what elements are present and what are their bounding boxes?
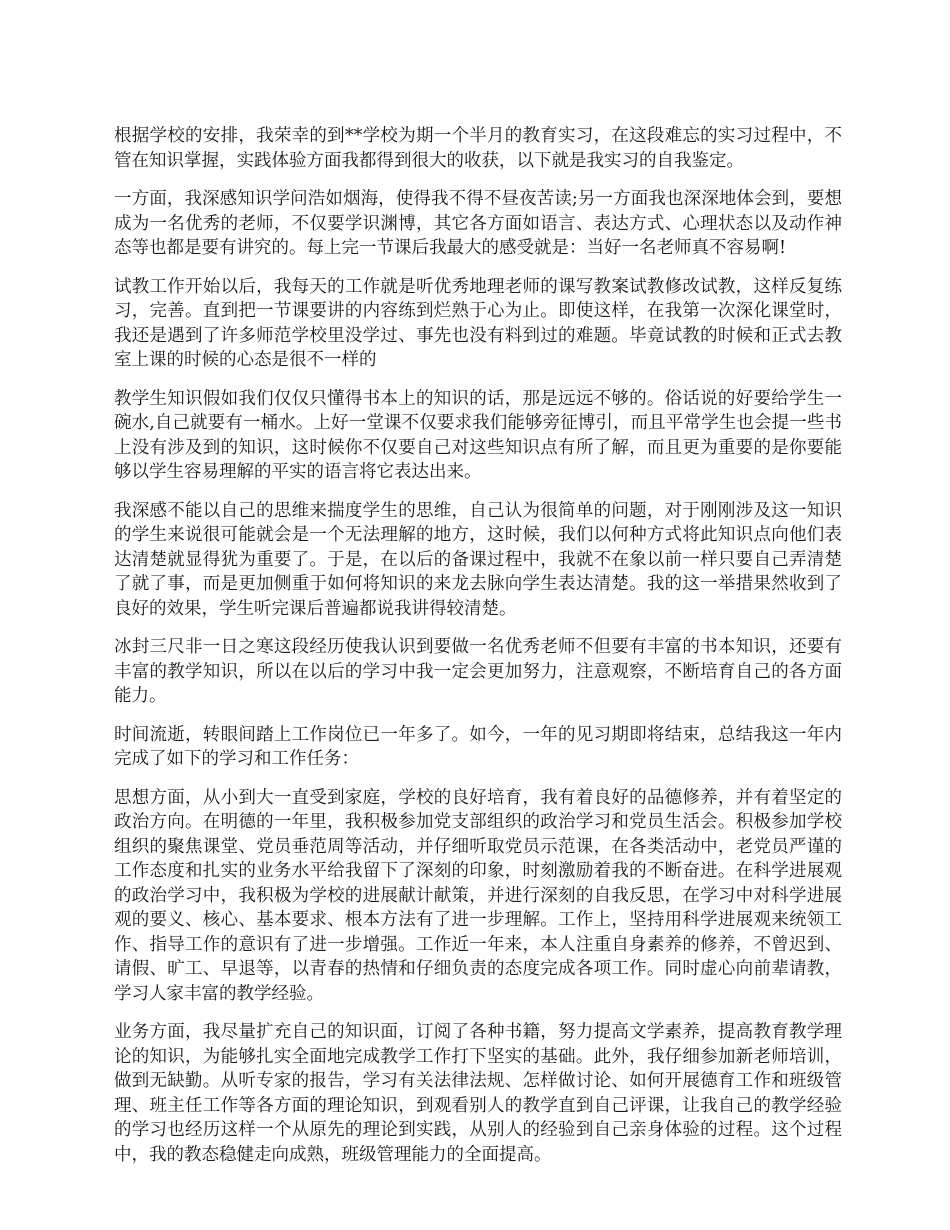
paragraph-6: 冰封三尺非一日之寒这段经历使我认识到要做一名优秀老师不但要有丰富的书本知识，还要有丰富的教学知识，所以在以后的学习中我一定会更加努力，注意观察，不断培育自己的各方面能力。 <box>114 637 842 706</box>
paragraph-4: 教学生知识假如我们仅仅只懂得书本上的知识的话，那是远远不够的。俗话说的好要给学生一碗水,自己就要有一桶水。上好一堂课不仅要求我们能够旁征博引，而且平常学生也会提一些书上没有涉及到的知识，这时候你不仅要自己对这些知识点有所了解，而且更为重要的是你要能够以学生容易理解的平实的语言将它表达出来。 <box>114 388 842 482</box>
paragraph-7: 时间流逝，转眼间踏上工作岗位已一年多了。如今，一年的见习期即将结束，总结我这一年内完成了如下的学习和工作任务： <box>114 724 842 769</box>
paragraph-8: 思想方面，从小到大一直受到家庭，学校的良好培育，我有着良好的品德修养，并有着坚定的政治方向。在明德的一年里，我积极参加党支部组织的政治学习和党员生活会。积极参加学校组织的聚焦课堂、党员垂范周等活动，并仔细听取党员示范课，在各类活动中，老党员严谨的工作态度和扎实的业务水平给我留下了深刻的印象，时刻激励着我的不断奋进。在科学进展观的政治学习中，我积极为学校的进展献计献策，并进行深刻的自我反思，在学习中对科学进展观的要义、核心、基本要求、根本方法有了进一步理解。工作上，坚持用科学进展观来统领工作、指导工作的意识有了进一步增强。工作近一年来，本人注重自身素养的修养，不曾迟到、请假、旷工、早退等，以青春的热情和仔细负责的态度完成各项工作。同时虚心向前辈请教，学习人家丰富的教学经验。 <box>114 787 842 1004</box>
paragraph-1: 根据学校的安排，我荣幸的到**学校为期一个半月的教育实习，在这段难忘的实习过程中，不管在知识掌握，实践体验方面我都得到很大的收获，以下就是我实习的自我鉴定。 <box>114 126 842 171</box>
paragraph-9: 业务方面，我尽量扩充自己的知识面，订阅了各种书籍，努力提高文学素养，提高教育教学理论的知识，为能够扎实全面地完成教学工作打下坚实的基础。此外，我仔细参加新老师培训，做到无缺勤。从听专家的报告，学习有关法律法规、怎样做讨论、如何开展德育工作和班级管理、班主任工作等各方面的理论知识，到观看别人的教学直到自己评课，让我自己的教学经验的学习也经历这样一个从原先的理论到实践，从别人的经验到自己亲身体验的过程。这个过程中，我的教态稳健走向成熟，班级管理能力的全面提高。 <box>114 1022 842 1165</box>
paragraph-2: 一方面，我深感知识学问浩如烟海，使得我不得不昼夜苦读;另一方面我也深深地体会到，要想成为一名优秀的老师，不仅要学识渊博，其它各方面如语言、表达方式、心理状态以及动作神态等也都是要有讲究的。每上完一节课后我最大的感受就是：当好一名老师真不容易啊! <box>114 189 842 258</box>
paragraph-5: 我深感不能以自己的思维来揣度学生的思维，自己认为很简单的问题，对于刚刚涉及这一知识的学生来说很可能就会是一个无法理解的地方，这时候，我们以何种方式将此知识点向他们表达清楚就显得犹为重要了。于是，在以后的备课过程中，我就不在象以前一样只要自己弄清楚了就了事，而是更加侧重于如何将知识的来龙去脉向学生表达清楚。我的这一举措果然收到了良好的效果，学生听完课后普遍都说我讲得较清楚。 <box>114 500 842 619</box>
paragraph-3: 试教工作开始以后，我每天的工作就是听优秀地理老师的课写教案试教修改试教，这样反复练习，完善。直到把一节课要讲的内容练到烂熟于心为止。即使这样，在我第一次深化课堂时，我还是遇到了许多师范学校里没学过、事先也没有料到过的难题。毕竟试教的时候和正式去教室上课的时候的心态是很不一样的 <box>114 276 842 370</box>
document-body <box>114 124 842 1181</box>
